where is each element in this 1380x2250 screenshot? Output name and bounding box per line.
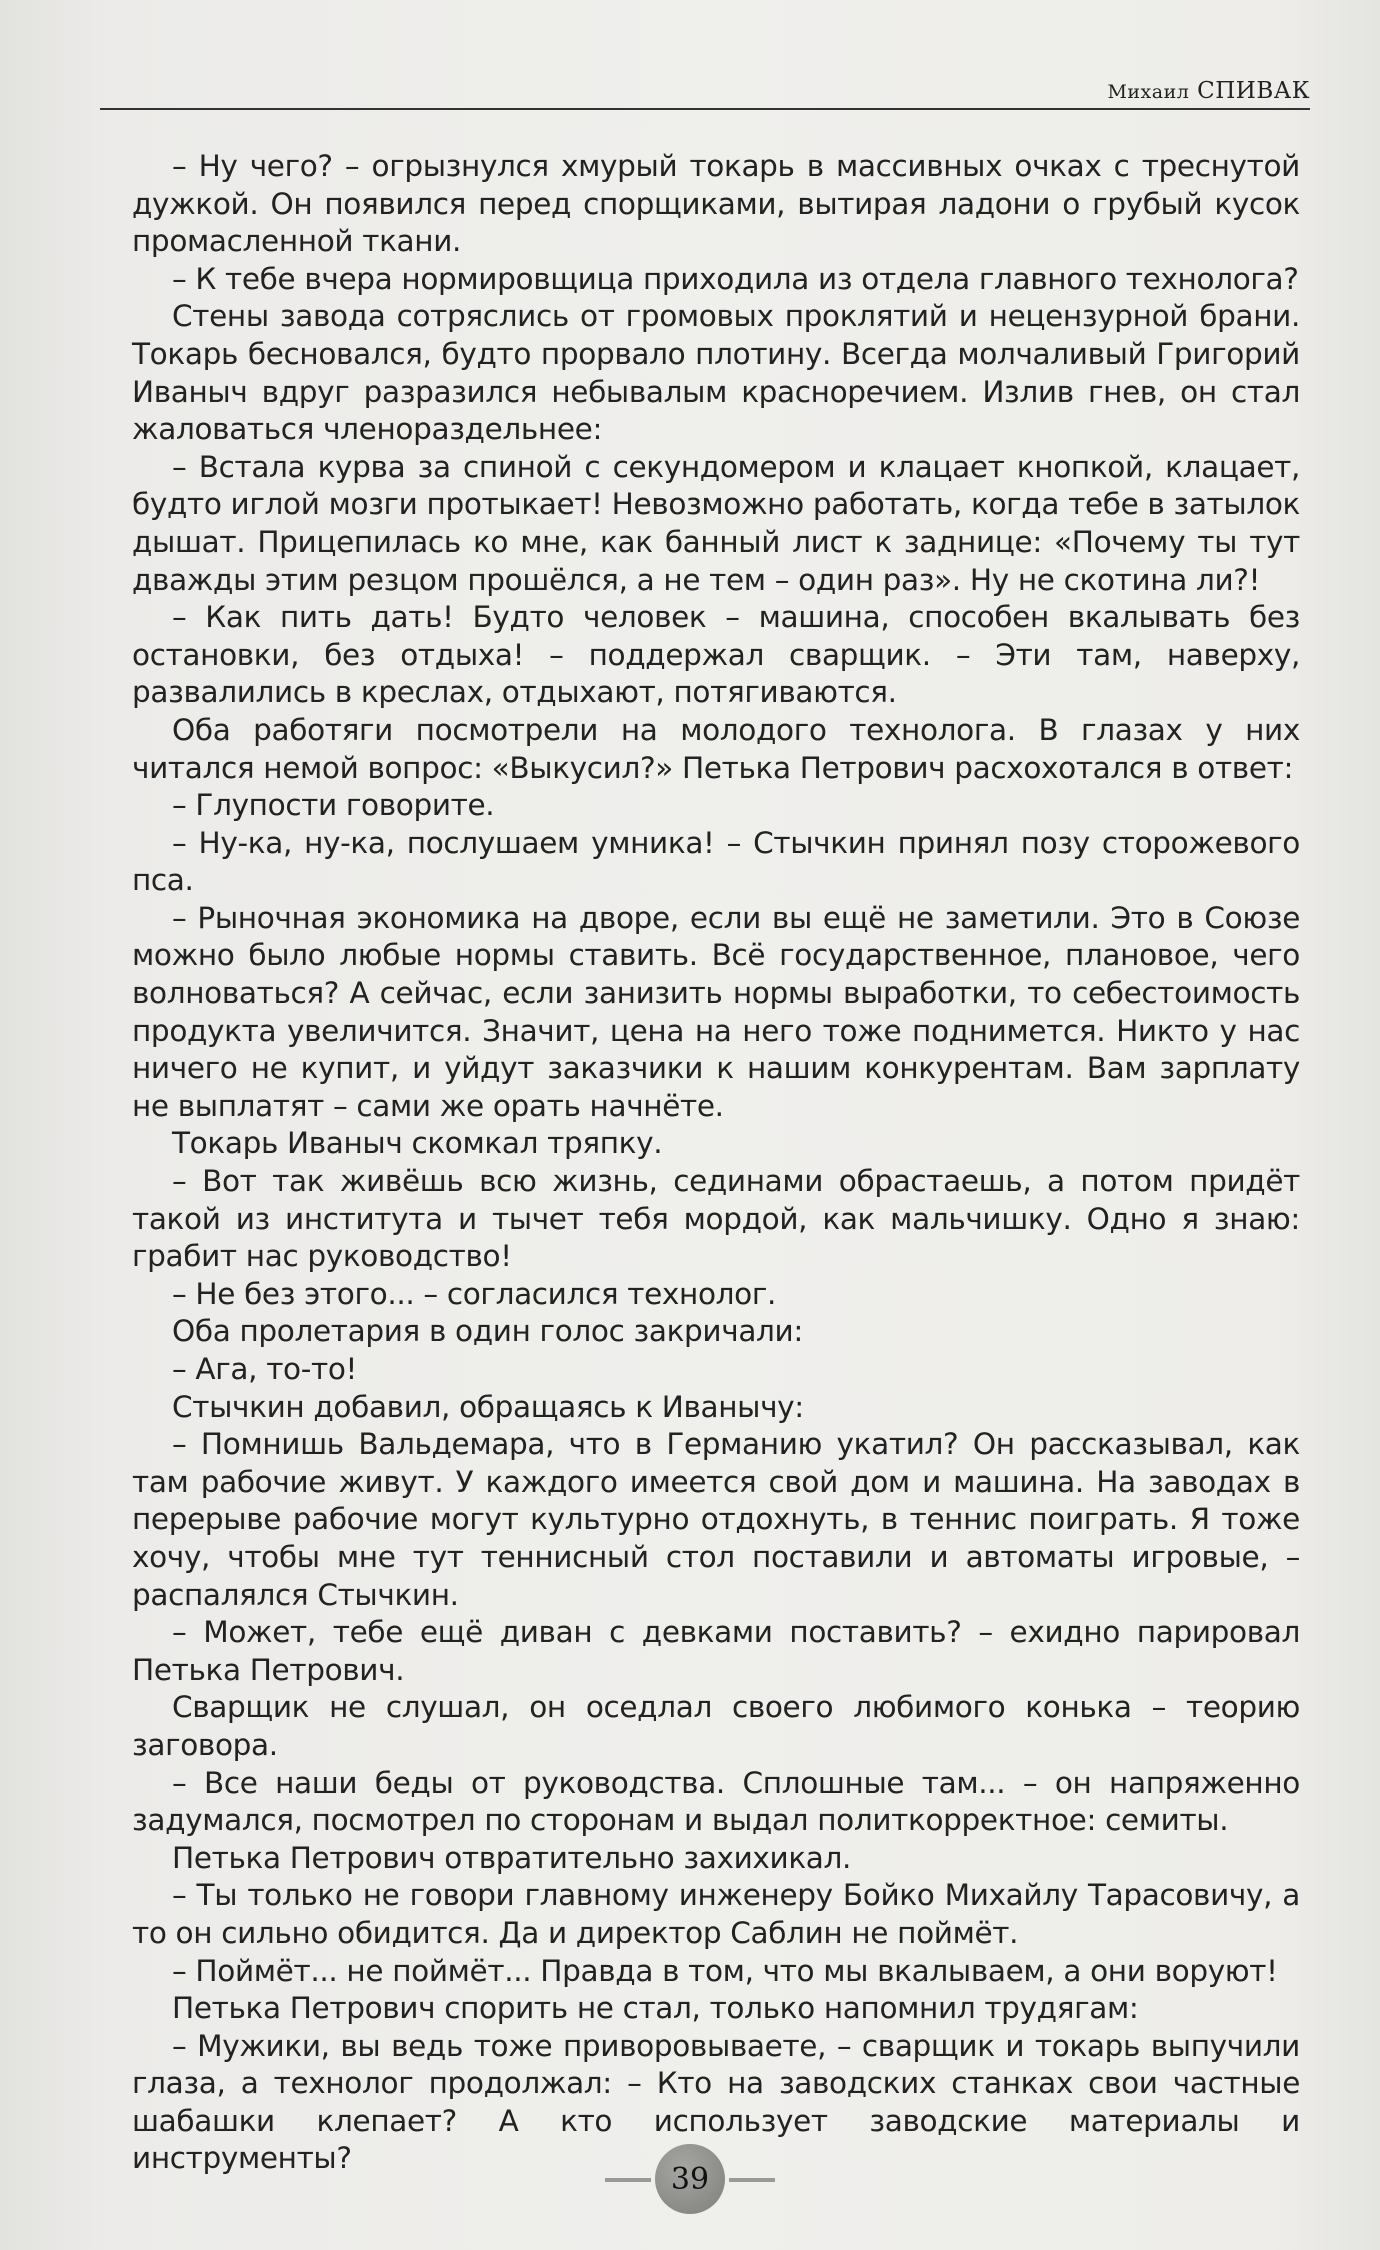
paragraph: – Ну чего? – огрызнулся хмурый токарь в массивных очках с треснутой дужкой. Он появился перед спорщиками, вытирая ладони о грубый кусок промасленной ткани. (132, 149, 1300, 259)
running-header (100, 78, 1310, 110)
author-first-name: Михаил (1107, 81, 1190, 103)
paragraph: – Мужики, вы ведь тоже приворовываете, – сварщик и токарь выпучили глаза, а технолог продолжал: – Кто на заводских станках свои частные шабашки клепает? А кто использует заводские материалы и инструменты? (132, 2028, 1300, 2176)
paragraph: – Как пить дать! Будто человек – машина, способен вкалывать без остановки, без отдыха! – поддержал сварщик. – Эти там, наверху, развалились в креслах, отдыхают, потягиваются. (132, 600, 1300, 710)
paragraph: – Глупости говорите. (172, 788, 495, 823)
paragraph: – Может, тебе ещё диван с девками поставить? – ехидно парировал Петька Петрович. (132, 1615, 1300, 1687)
paragraph: – Не без этого... – согласился технолог. (172, 1276, 777, 1311)
paragraph: – Поймёт... не поймёт... Правда в том, что мы вкалываем, а они воруют! (172, 1953, 1278, 1988)
paragraph: Петька Петрович отвратительно захихикал. (172, 1840, 852, 1875)
paragraph: Стычкин добавил, обращаясь к Иванычу: (172, 1389, 804, 1424)
paragraph: – Ну-ка, ну-ка, послушаем умника! – Стычкин принял позу сторожевого пса. (132, 825, 1300, 898)
paragraph: – Рыночная экономика на дворе, если вы ещё не заметили. Это в Союзе можно было любые нормы ставить. Всё государственное, плановое, чего волноваться? А сейчас, если занизить нормы выработки, то себестоимость продукта увеличится. Значит, цена на него тоже поднимется. Никто у нас ничего не купит, и уйдут заказчики к нашим конкурентам. Вам зарплату не выплатят – сами же орать начнёте. (132, 900, 1300, 1123)
paragraph: – К тебе вчера нормировщица приходила из отдела главного технолога? (172, 261, 1299, 296)
paragraph: Стены завода сотряслись от громовых проклятий и нецензурной брани. Токарь бесновался, будто прорвало плотину. Всегда молчаливый Григорий Иваныч вдруг разразился небывалым красноречием. Излив гнев, он стал жаловаться членораздельнее: (132, 299, 1300, 447)
author-last-name: СПИВАК (1197, 78, 1310, 104)
paragraph: – Все наши беды от руководства. Сплошные там... – он напряженно задумался, посмотрел по сторонам и выдал политкорректное: семиты. (132, 1765, 1300, 1838)
footer-ornament-left (605, 2178, 651, 2182)
paragraph: Оба пролетария в один голос закричали: (172, 1314, 803, 1349)
page-number: 39 (655, 2144, 725, 2214)
paragraph: – Помнишь Вальдемара, что в Германию укатил? Он рассказывал, как там рабочие живут. У каждого имеется свой дом и машина. На заводах в перерыве рабочие могут культурно отдохнуть, в теннис поиграть. Я тоже хочу, чтобы мне тут теннисный стол поставили и автоматы игровые, – распалялся Стычкин. (132, 1427, 1300, 1612)
paragraph: Петька Петрович спорить не стал, только напомнил трудягам: (172, 1991, 1139, 2026)
author-name (1107, 78, 1310, 104)
paragraph: – Встала курва за спиной с секундомером и клацает кнопкой, клацает, будто иглой мозги протыкает! Невозможно работать, когда тебе в затылок дышат. Прицепилась ко мне, как банный лист к заднице: «Почему ты тут дважды этим резцом прошёлся, а не тем – один раз». Ну не скотина ли?! (132, 449, 1300, 597)
footer-ornament-right (729, 2178, 775, 2182)
paragraph: Сварщик не слушал, он оседлал своего любимого конька – теорию заговора. (132, 1690, 1300, 1762)
paragraph: Оба работяги посмотрели на молодого технолога. В глазах у них читался немой вопрос: «Выкусил?» Петька Петрович расхохотался в ответ: (132, 712, 1300, 785)
paragraph: – Ты только не говори главному инженеру Бойко Михайлу Тарасовичу, а то он сильно обидится. Да и директор Саблин не поймёт. (132, 1878, 1300, 1950)
body-text (132, 148, 1300, 2178)
paragraph: – Вот так живёшь всю жизнь, сединами обрастаешь, а потом придёт такой из института и тычет тебя мордой, как мальчишку. Одно я знаю: грабит нас руководство! (132, 1164, 1300, 1274)
paragraph: – Ага, то-то! (172, 1352, 358, 1386)
page-footer (0, 2140, 1380, 2216)
paragraph: Токарь Иваныч скомкал тряпку. (172, 1126, 663, 1161)
